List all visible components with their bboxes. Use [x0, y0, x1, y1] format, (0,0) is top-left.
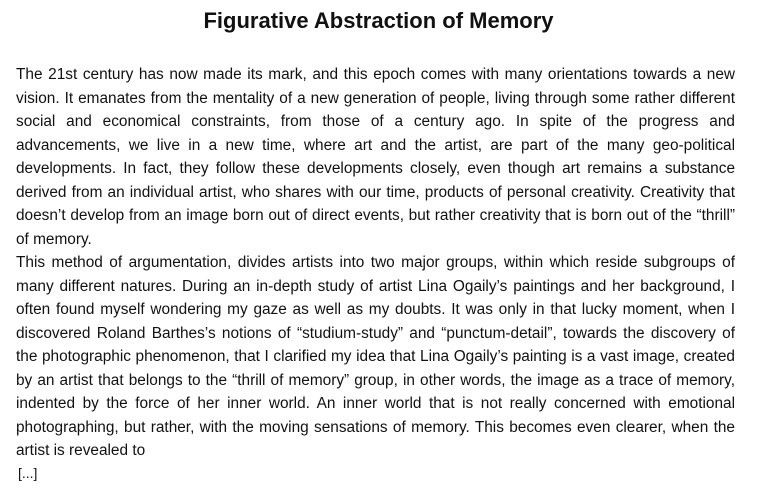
paragraph-2: This method of argumentation, divides artists into two major groups, within which reside subgroups of many different natures. During an in-depth study of artist Lina Ogaily’s paintings and her background, I often found myself wondering my gaze as well as my doubts. It was only in that lucky moment, when I discovered Roland Barthes’s notions of “studium-study” and “punctum-detail”, towards the discovery of the photographic phenomenon, that I clarified my idea that Lina Ogaily’s painting is a vast image, created by an artist that belongs to the “thrill of memory” group, in other words, the image as a trace of memory, indented by the force of her inner world. An inner world that is not really concerned with emotional photographing, but rather, with the moving sensations of memory. This becomes even clearer, when the artist is revealed to	[16, 254, 735, 459]
document-title: Figurative Abstraction of Memory	[203, 8, 554, 33]
document-body	[16, 63, 735, 463]
truncation-marker: [...]	[18, 465, 38, 481]
paragraph-1: The 21st century has now made its mark, and this epoch comes with many orientations towards a new vision. It emanates from the mentality of a new generation of people, living through some rather different social and economical constraints, from those of a century ago. In spite of the progress and advancements, we live in a new time, where art and the artist, are part of the many geo-political developments. In fact, they follow these developments closely, even though art remains a substance derived from an individual artist, who shares with our time, products of personal creativity. Creativity that doesn’t develop from an image born out of direct events, but rather creativity that is born out of the “thrill” of memory.	[16, 66, 735, 248]
